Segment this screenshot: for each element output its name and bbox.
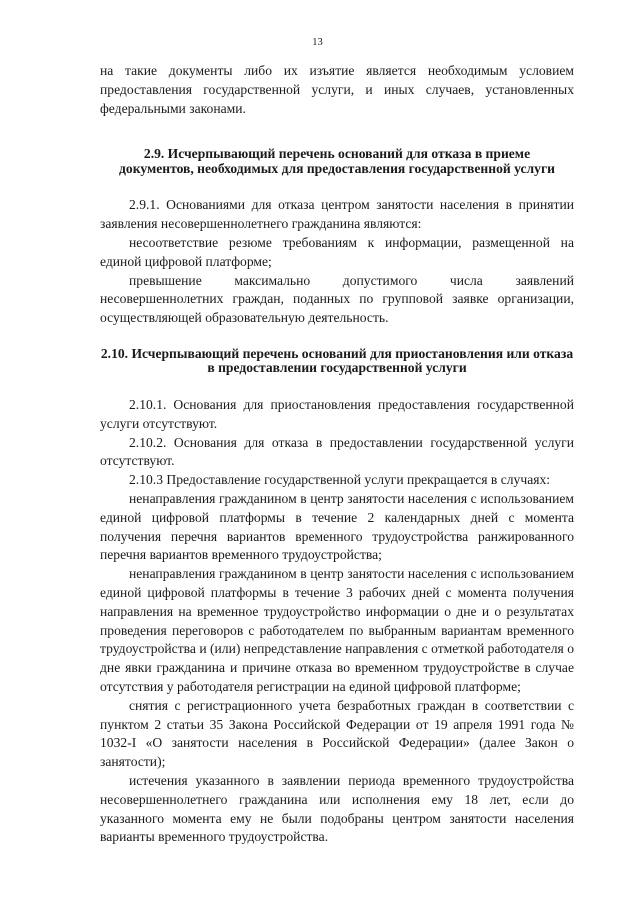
- paragraph-2-10-case-3: снятия с регистрационного учета безработных граждан в соответствии с пунктом 2 статьи 35 Закона Российской Федерации от 19 апреля 1991 года № 1032-I «О занятости населения в Российской Федерации» (далее Закон о занятости);: [100, 697, 574, 770]
- paragraph-2-9-1: 2.9.1. Основаниями для отказа центром занятости населения в принятии заявления несовершеннолетнего гражданина являются:: [100, 197, 574, 232]
- intro-paragraph: на такие документы либо их изъятие является необходимым условием предоставления государственной услуги, и иных случаев, установленных федеральными законами.: [100, 63, 574, 116]
- paragraph-2-10-case-1: ненаправления гражданином в центр занятости населения с использованием единой цифровой платформы в течение 2 календарных дней с момента получения перечня вариантов временного трудоустройства ранжированного перечня вариантов временного трудоустройства;: [100, 490, 574, 563]
- paragraph-2-9-ground-2: превышение максимально допустимого числа заявлений несовершеннолетних граждан, поданных по групповой заявке организации, осуществляющей образовательную деятельность.: [100, 272, 574, 326]
- section-2-9-heading: 2.9. Исчерпывающий перечень оснований для отказа в приеме документов, необходимых для предоставления государственной услуги: [119, 146, 555, 176]
- paragraph-2-10-2: 2.10.2. Основания для отказа в предоставлении государственной услуги отсутствуют.: [100, 434, 574, 469]
- page-number: 13: [312, 37, 323, 48]
- paragraph-2-9-ground-1: несоответствие резюме требованиям к информации, размещенной на единой цифровой платформе;: [100, 234, 574, 269]
- paragraph-2-10-case-2: ненаправления гражданином в центр занятости населения с использованием единой цифровой платформы в течение 3 рабочих дней с момента получения направления на временное трудоустройство информации о дне и о результатах проведения переговоров с работодателем по выбранным вариантам временного трудоустройства и (или) непредставление направления с отметкой работодателя о дне явки гражданина и причине отказа во временном трудоустройстве в случае отсутствия у работодателя регистрации на единой цифровой платформе;: [100, 566, 574, 694]
- page-content: [100, 62, 574, 847]
- paragraph-2-10-3: 2.10.3 Предоставление государственной услуги прекращается в случаях:: [129, 472, 551, 488]
- paragraph-2-10-1: 2.10.1. Основания для приостановления предоставления государственной услуги отсутствуют.: [100, 396, 574, 431]
- paragraph-2-10-case-4: истечения указанного в заявлении периода временного трудоустройства несовершеннолетнего гражданина или исполнения ему 18 лет, если до указанного момента ему не были подобраны центром занятости населения варианты временного трудоустройства.: [100, 772, 574, 845]
- section-2-10-heading: 2.10. Исчерпывающий перечень оснований для приостановления или отказа в предоставлении государственной услуги: [100, 345, 574, 376]
